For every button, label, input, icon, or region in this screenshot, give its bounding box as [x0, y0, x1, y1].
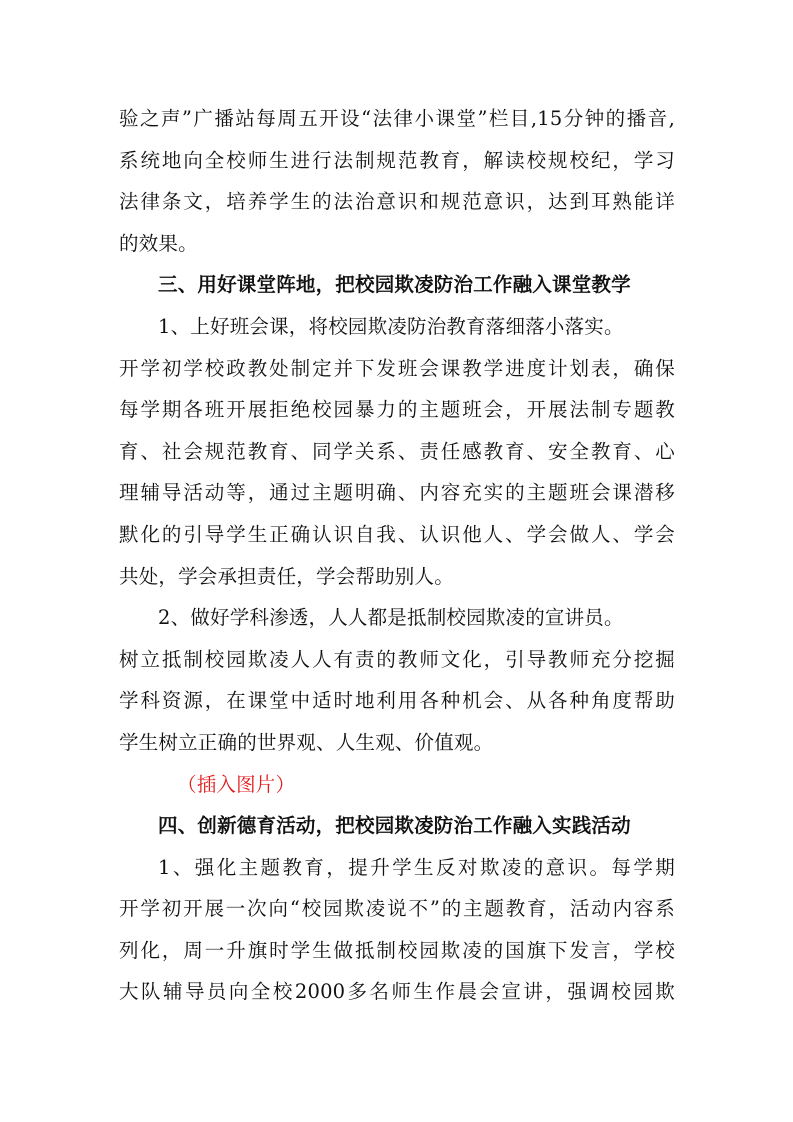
- paragraph-line-7: 开学初学校政教处制定并下发班会课教学进度计划表，确保: [119, 356, 675, 380]
- paragraph-line-10: 理辅导活动等，通过主题明确、内容充实的主题班会课潜移: [119, 481, 675, 505]
- paragraph-line-12: 共处，学会承担责任，学会帮助别人。: [119, 564, 454, 588]
- paragraph-line-14: 树立抵制校园欺凌人人有责的教师文化，引导教师充分挖掘: [119, 647, 675, 671]
- paragraph-line-22: 大队辅导员向全校2000多名师生作晨会宣讲，强调校园欺: [119, 980, 675, 1004]
- paragraph-line-16: 学生树立正确的世界观、人生观、价值观。: [119, 730, 494, 754]
- section-heading-3: 三、用好课堂阵地，把校园欺凌防治工作融入课堂教学: [158, 273, 631, 297]
- subheading-3-1: 1、上好班会课，将校园欺凌防治教育落细落小落实。: [158, 314, 624, 338]
- insert-image-note: （插入图片）: [177, 772, 296, 796]
- paragraph-line-1: 验之声”广播站每周五开设“法律小课堂”栏目,15分钟的播音,: [119, 107, 675, 130]
- paragraph-line-4: 的效果。: [119, 231, 198, 255]
- subheading-3-2: 2、做好学科渗透，人人都是抵制校园欺凌的宣讲员。: [158, 606, 624, 630]
- subheading-4-1: 1、强化主题教育，提升学生反对欺凌的意识。每学期: [158, 855, 675, 879]
- paragraph-line-21: 列化，周一升旗时学生做抵制校园欺凌的国旗下发言，学校: [119, 938, 675, 962]
- paragraph-line-8: 每学期各班开展拒绝校园暴力的主题班会，开展法制专题教: [119, 398, 675, 422]
- paragraph-line-3: 法律条文，培养学生的法治意识和规范意识，达到耳熟能详: [119, 190, 675, 214]
- paragraph-line-20: 开学初开展一次向“校园欺凌说不”的主题教育，活动内容系: [119, 897, 675, 921]
- paragraph-line-9: 育、社会规范教育、同学关系、责任感教育、安全教育、心: [119, 439, 675, 463]
- paragraph-line-15: 学科资源，在课堂中适时地利用各种机会、从各种角度帮助: [119, 689, 675, 713]
- paragraph-line-11: 默化的引导学生正确认识自我、认识他人、学会做人、学会: [119, 522, 675, 546]
- document-body: [119, 98, 675, 1013]
- paragraph-line-2: 系统地向全校师生进行法制规范教育，解读校规校纪，学习: [119, 148, 675, 172]
- section-heading-4: 四、创新德育活动，把校园欺凌防治工作融入实践活动: [158, 814, 631, 838]
